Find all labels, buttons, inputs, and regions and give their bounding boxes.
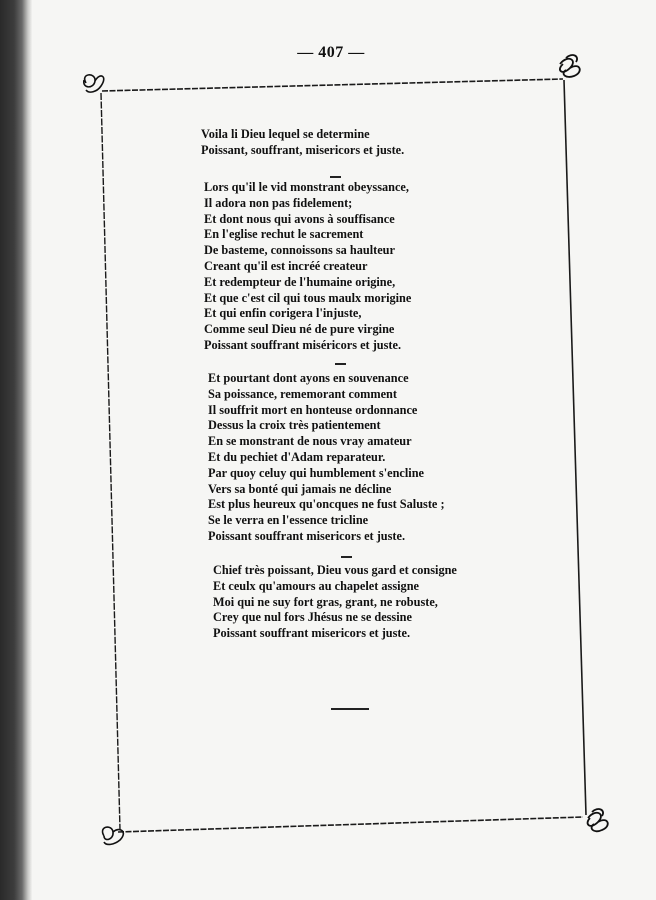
stanza-separator xyxy=(330,176,341,178)
verse-line: Poissant souffrant misericors et juste. xyxy=(213,626,411,641)
verse-line: Poissant souffrant misericors et juste. xyxy=(208,528,406,543)
flourish-bottom-left-icon xyxy=(103,827,124,844)
verse-line: Comme seul Dieu né de pure virgine xyxy=(204,322,395,337)
flourish-top-right-icon xyxy=(560,55,580,77)
verse-line: Est plus heureux qu'oncques ne fust Saluste ; xyxy=(208,497,445,512)
flourish-bottom-right-icon xyxy=(588,809,608,831)
verse-line: Et dont nous qui avons à souffisance xyxy=(204,211,395,226)
verse-line: Creant qu'il est incréé createur xyxy=(204,258,368,273)
verse-line: Et pourtant dont ayons en souvenance xyxy=(208,371,409,385)
stanza-1 xyxy=(201,127,404,159)
stanza-4 xyxy=(213,563,457,642)
verse-line: Et du pechiet d'Adam reparateur. xyxy=(208,449,386,464)
verse-line: Poissant souffrant miséricors et juste. xyxy=(204,337,402,352)
verse-line: Par quoy celuy qui humblement s'encline xyxy=(208,465,425,480)
verse-line: Vers sa bonté qui jamais ne décline xyxy=(208,481,392,496)
page-number: — 407 — xyxy=(297,44,365,61)
stanza-separator xyxy=(341,556,352,558)
verse-line: Et que c'est cil qui tous maulx morigine xyxy=(204,290,412,305)
verse-line: Moi qui ne suy fort gras, grant, ne robuste, xyxy=(213,594,438,609)
end-rule xyxy=(331,708,369,710)
verse-line: Crey que nul fors Jhésus ne se dessine xyxy=(213,610,412,625)
verse-line: Poissant, souffrant, misericors et juste. xyxy=(201,142,405,157)
frame-bottom-border xyxy=(118,817,583,832)
stanza-3 xyxy=(208,371,445,545)
frame-left-border xyxy=(101,93,120,830)
verse-line: Sa poissance, rememorant comment xyxy=(208,386,397,401)
verse-line: Dessus la croix très patientement xyxy=(208,418,381,433)
verse-line: Il souffrit mort en honteuse ordonnance xyxy=(208,402,418,417)
verse-line: Lors qu'il le vid monstrant obeyssance, xyxy=(204,180,409,194)
verse-line: Voila li Dieu lequel se determine xyxy=(201,127,370,141)
verse-line: Chief très poissant, Dieu vous gard et consigne xyxy=(213,563,457,577)
verse-line: Et ceulx qu'amours au chapelet assigne xyxy=(213,578,419,593)
verse-line: Il adora non pas fidelement; xyxy=(204,195,353,210)
frame-top-border xyxy=(102,79,563,91)
verse-line: En se monstrant de nous vray amateur xyxy=(208,434,412,449)
verse-line: Et redempteur de l'humaine origine, xyxy=(204,274,396,289)
verse-line: Et qui enfin corigera l'injuste, xyxy=(204,306,362,321)
stanza-2 xyxy=(204,180,411,354)
verse-line: De basteme, connoissons sa haulteur xyxy=(204,243,395,258)
verse-line: En l'eglise rechut le sacrement xyxy=(204,227,364,242)
stanza-separator xyxy=(335,363,346,365)
frame-right-border xyxy=(564,80,586,815)
verse-line: Se le verra en l'essence tricline xyxy=(208,513,369,528)
flourish-top-left-icon xyxy=(84,75,104,92)
